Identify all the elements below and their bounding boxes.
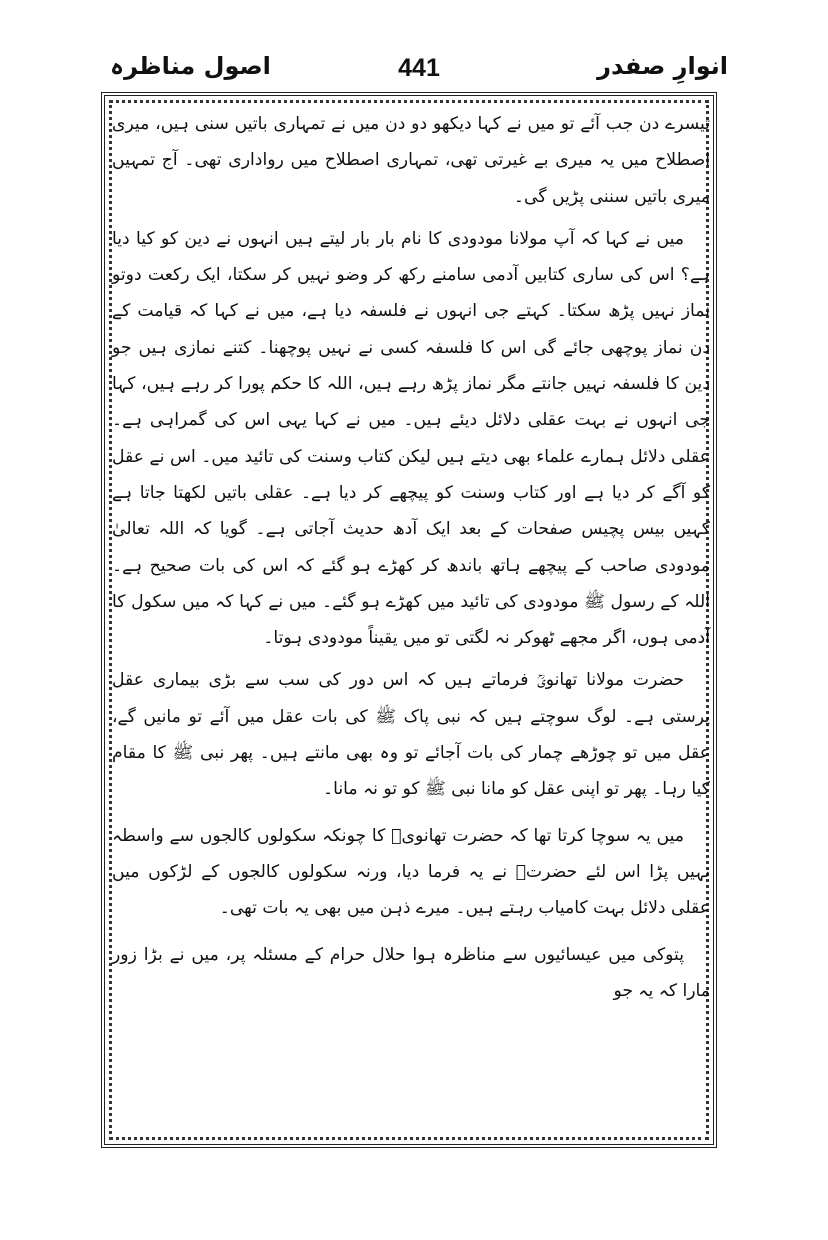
paragraph-3: حضرت مولانا تھانویؒ فرماتے ہیں کہ اس دور کی سب سے بڑی بیماری عقل پرستی ہے۔ لوگ سوچتے ہیں کہ نبی پاک ﷺ کی بات عقل میں آئے تو مانیں گے، عقل میں تو چوڑھے چمار کی بات آجائے تو وہ بھی مانتے ہیں۔ پھر نبی ﷺ کا مقام کیا رہا۔ پھر تو اپنی عقل کو مانا نبی ﷺ کو تو نہ مانا۔ [112, 670, 710, 800]
section-title: اصول مناظرہ [110, 52, 271, 80]
paragraph-1: تیسرے دن جب آئے تو میں نے کہا دیکھو دو دن میں نے تمہاری باتیں سنی ہیں، میری اصطلاح میں یہ میری بے غیرتی تھی، تمہاری اصطلاح میں رواداری تھی۔ آج تمہیں میری باتیں سننی پڑیں گی۔ [112, 114, 710, 207]
paragraph-5: پتوکی میں عیسائیوں سے مناظرہ ہوا حلال حرام کے مسئلہ پر، میں نے بڑا زور مارا کہ یہ جو [112, 944, 710, 1001]
page-number: 441 [398, 54, 440, 82]
paragraph-4: میں یہ سوچا کرتا تھا کہ حضرت تھانویؒ کا چونکہ سکولوں کالجوں سے واسطہ نہیں پڑا اس لئے حضرتؒ نے یہ فرما دیا، ورنہ سکولوں کالجوں کے لڑکوں میں عقلی دلائل بہت کامیاب رہتے ہیں۔ میرے ذہن میں بھی یہ بات تھی۔ [112, 825, 710, 919]
book-title: انوارِ صفدر [597, 52, 728, 80]
page-body [112, 106, 710, 1009]
paragraph-2: میں نے کہا کہ آپ مولانا مودودی کا نام بار بار لیتے ہیں انہوں نے دین کو کیا دیا ہے؟ اس کی ساری کتابیں آدمی سامنے رکھ کر وضو نہیں کر سکتا، ایک رکعت دوتو نماز نہیں پڑھ سکتا۔ کہتے جی انہوں نے فلسفہ دیا ہے، میں نے کہا کہ قیامت کے دن نماز پوچھی جائے گی اس کا فلسفہ کسی نے نہیں پوچھنا۔ کتنے نمازی ہیں جو دین کا فلسفہ نہیں جانتے مگر نماز پڑھ رہے ہیں، اللہ کا حکم پورا کر رہے ہیں، کہا جی انہوں نے بہت عقلی دلائل دیئے ہیں۔ میں نے کہا یہی اس کی گمراہی ہے۔ عقلی دلائل ہمارے علماء بھی دیتے ہیں لیکن کتاب وسنت کی تائید میں۔ اس نے عقل کو آگے کر دیا ہے اور کتاب وسنت کو پیچھے کر دیا ہے۔ عقلی باتیں لکھتا جاتا ہے کہیں بیس پچیس صفحات کے بعد ایک آدھ حدیث آجاتی ہے۔ گویا کہ اللہ تعالیٰ مودودی صاحب کے پیچھے ہاتھ باندھ کر کھڑے ہو گئے کہ اس کی بات صحیح ہے۔ اللہ کے رسول ﷺ مودودی کی تائید میں کھڑے ہو گئے۔ میں نے کہا کہ میں سکول کا آدمی ہوں، اگر مجھے ٹھوکر نہ لگتی تو میں یقیناً مودودی ہوتا۔ [112, 228, 710, 649]
page-header [110, 52, 728, 92]
